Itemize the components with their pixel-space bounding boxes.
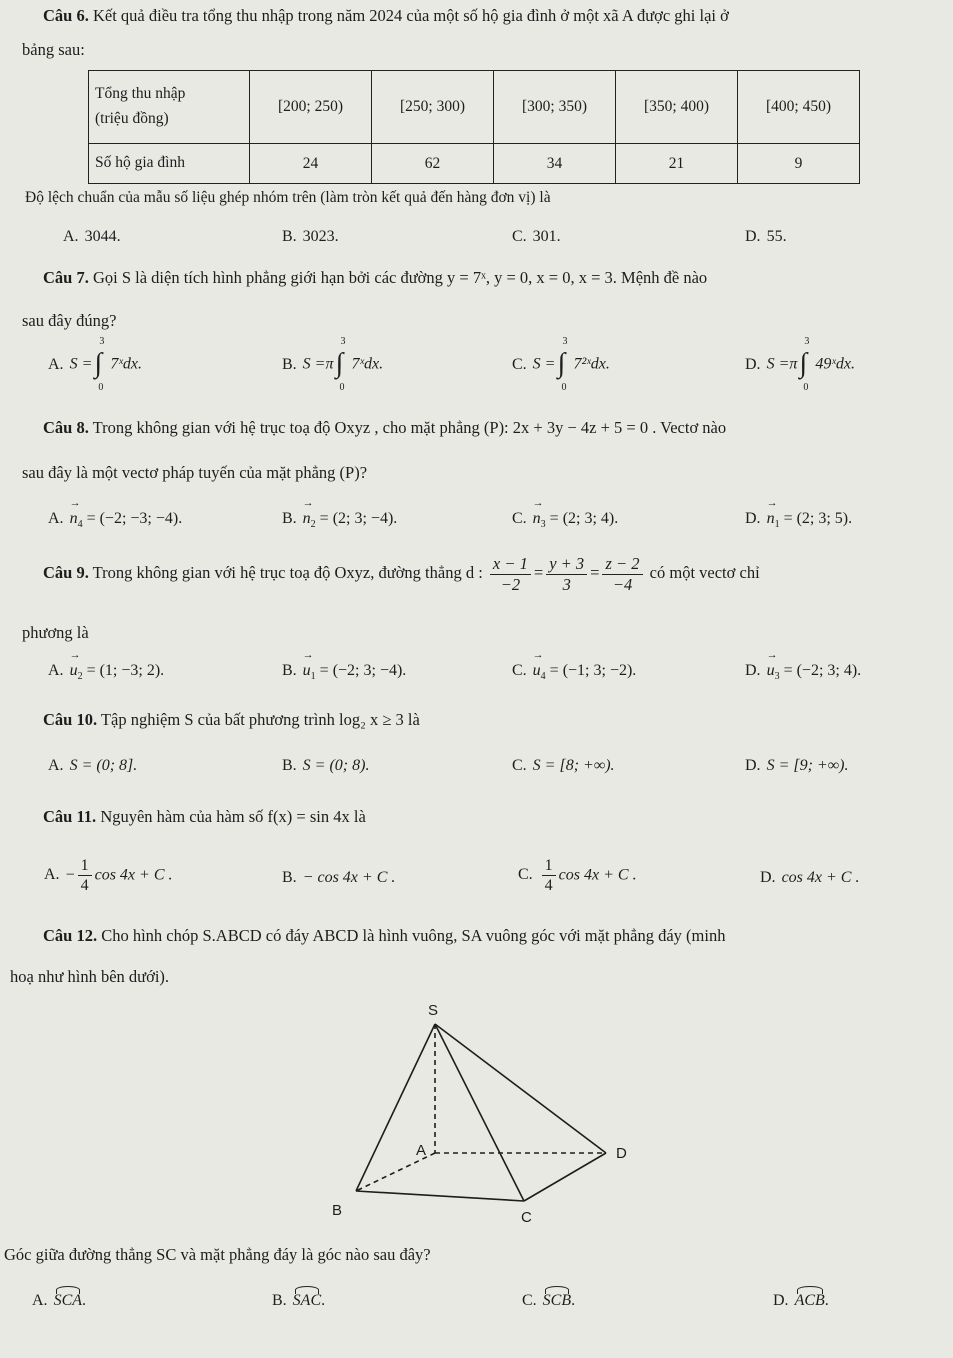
interval-cell: [350; 400) [616,71,738,144]
q7-label: Câu 7. [43,268,89,287]
q8-stem-cont: sau đây là một vectơ pháp tuyến của mặt phẳng (P)? [22,463,368,482]
q12-option-c[interactable]: C. SCB. [522,1292,576,1309]
q9-option-c[interactable]: $C.\to u_4 = (-1$; 3; −2). [512,662,636,682]
q6-label: Câu 6. [43,6,89,25]
interval-cell: [200; 250) [250,71,372,144]
pyramid-figure [320,998,640,1230]
q6-stem-cont: bảng sau: [22,40,85,59]
q6-option-d[interactable]: D. 55. [745,228,787,245]
count-cell: 62 [372,144,494,184]
q6-option-a[interactable]: A. 3044. [63,228,121,245]
edge-sc [435,1024,524,1201]
q10-option-a[interactable]: A. S = (0; 8]. [48,757,138,774]
edge-cd [524,1153,606,1201]
edge-sb [356,1024,435,1191]
q8-stem [43,418,726,438]
q12-option-d[interactable]: D. ACB. [773,1292,829,1309]
interval-cell: [400; 450) [738,71,860,144]
q9-option-b[interactable]: $B.\to u_1 = (-2$; 3; −4). [282,662,406,682]
q9-text-post: có một vectơ chỉ [649,563,760,583]
q6-text: Kết quả điều tra tổng thu nhập trong năm 2024 của một số hộ gia đình ở một xã A được ghi lại ở [92,6,729,25]
label-d: D [616,1145,627,1162]
income-header: Tổng thu nhập (triệu đồng) [89,71,250,144]
table-row [89,71,860,144]
q7-option-d[interactable]: D. S =π 3 ∫ 0 49ˣdx. [745,336,855,393]
table-row [89,144,860,184]
q9-stem-cont: phương là [22,623,89,642]
q9-text-pre: Trong không gian với hệ trục toạ độ Oxyz, đường thẳng d : [92,563,483,583]
q9-label: Câu 9. [43,563,89,583]
q11-stem [43,807,366,827]
count-cell: 34 [494,144,616,184]
q6-option-c[interactable]: C. 301. [512,228,561,245]
label-s: S [428,1002,439,1019]
q7-option-b[interactable]: B. S =π 3 ∫ 0 7ˣdx. [282,336,384,393]
q6-option-b[interactable]: B. 3023. [282,228,339,245]
q12-option-b[interactable]: B. SAC. [272,1292,326,1309]
q7-stem [43,268,707,288]
q6-stem [43,6,729,26]
q11-option-d[interactable]: D. cos 4x + C . [760,869,860,886]
income-table [88,70,860,184]
count-cell: 9 [738,144,860,184]
q9-fraction: $\frac{x - 1}{-2}$ [490,554,531,595]
q11-label: Câu 11. [43,807,97,826]
q9-fraction: $\frac{z - 2}{-4}$ [602,554,642,595]
q9-option-a[interactable]: $A.\to u_2 = (1$; −3; 2). [48,662,164,682]
count-cell: 21 [616,144,738,184]
q10-option-c[interactable]: C. S = [8; +∞). [512,757,615,774]
households-header: Số hộ gia đình [89,144,250,184]
q6-question: Độ lệch chuẩn của mẫu số liệu ghép nhóm trên (làm tròn kết quả đến hàng đơn vị) là [25,189,551,206]
q7-text: Gọi S là diện tích hình phẳng giới hạn bởi các đường y = 7ˣ, y = 0, x = 0, x = 3. Mệnh đề nào [92,268,708,287]
q7-stem-cont: sau đây đúng? [22,311,117,330]
q7-option-c[interactable]: C. S = 3 ∫ 0 7²ˣdx. [512,336,610,393]
q12-option-a[interactable]: A. SCA. [32,1292,87,1309]
q8-label: Câu 8. [43,418,89,437]
q10-text: Tập nghiệm S của bất phương trình log₂ x ≥ 3 là [100,710,420,729]
q12-question: Góc giữa đường thẳng SC và mặt phẳng đáy là góc nào sau đây? [4,1245,431,1264]
q8-option-d[interactable]: $D.\to n_1 = (2$; 3; 5). [745,510,852,530]
q12-text: Cho hình chóp S.ABCD có đáy ABCD là hình vuông, SA vuông góc với mặt phẳng đáy (minh [101,926,726,945]
q8-text: Trong không gian với hệ trục toạ độ Oxyz , cho mặt phẳng (P): 2x + 3y − 4z + 5 = 0 . Vectơ nào [92,418,727,437]
edge-bc [356,1191,524,1201]
interval-cell: [250; 300) [372,71,494,144]
label-b: B [332,1202,343,1219]
q9-fraction: $\frac{y + 3}{3}$ [546,554,587,595]
q8-option-b[interactable]: $B.\to n_2 = (2$; 3; −4). [282,510,397,530]
q11-option-a[interactable]: A. − $\frac{1}{4}$ cos 4x + C . [44,857,173,895]
label-a: A [416,1142,427,1159]
q12-label: Câu 12. [43,926,98,945]
q11-option-c[interactable]: C. $\frac{1}{4}$ cos 4x + C . [518,857,637,895]
q12-stem [43,926,725,946]
q11-text: Nguyên hàm của hàm số f(x) = sin 4x là [100,807,366,826]
interval-cell: [300; 350) [494,71,616,144]
edge-sd [435,1024,606,1153]
q12-stem-cont: hoạ như hình bên dưới). [10,967,170,986]
q11-option-b[interactable]: B. − cos 4x + C . [282,869,396,886]
q10-option-d[interactable]: D. S = [9; +∞). [745,757,849,774]
count-cell: 24 [250,144,372,184]
q10-label: Câu 10. [43,710,98,729]
q10-stem [43,710,420,730]
q10-option-b[interactable]: B. S = (0; 8). [282,757,370,774]
label-c: C [521,1209,532,1226]
q8-option-c[interactable]: $C.\to n_3 = (2$; 3; 4). [512,510,618,530]
q8-option-a[interactable]: $A.\to n_4 = (-2$; −3; −4). [48,510,182,530]
q9-stem: Câu 9. Trong không gian với hệ trục toạ độ Oxyz, đường thẳng d : $\frac{x - 1}{-2}$ = $\frac{y + 3}{3}$ = $\frac{z - 2}{-4}$ có một vectơ chỉ [43,554,760,594]
q9-option-d[interactable]: $D.\to u_3 = (-2$; 3; 4). [745,662,861,682]
q7-option-a[interactable]: A. S = 3 ∫ 0 7ˣdx. [48,336,142,393]
